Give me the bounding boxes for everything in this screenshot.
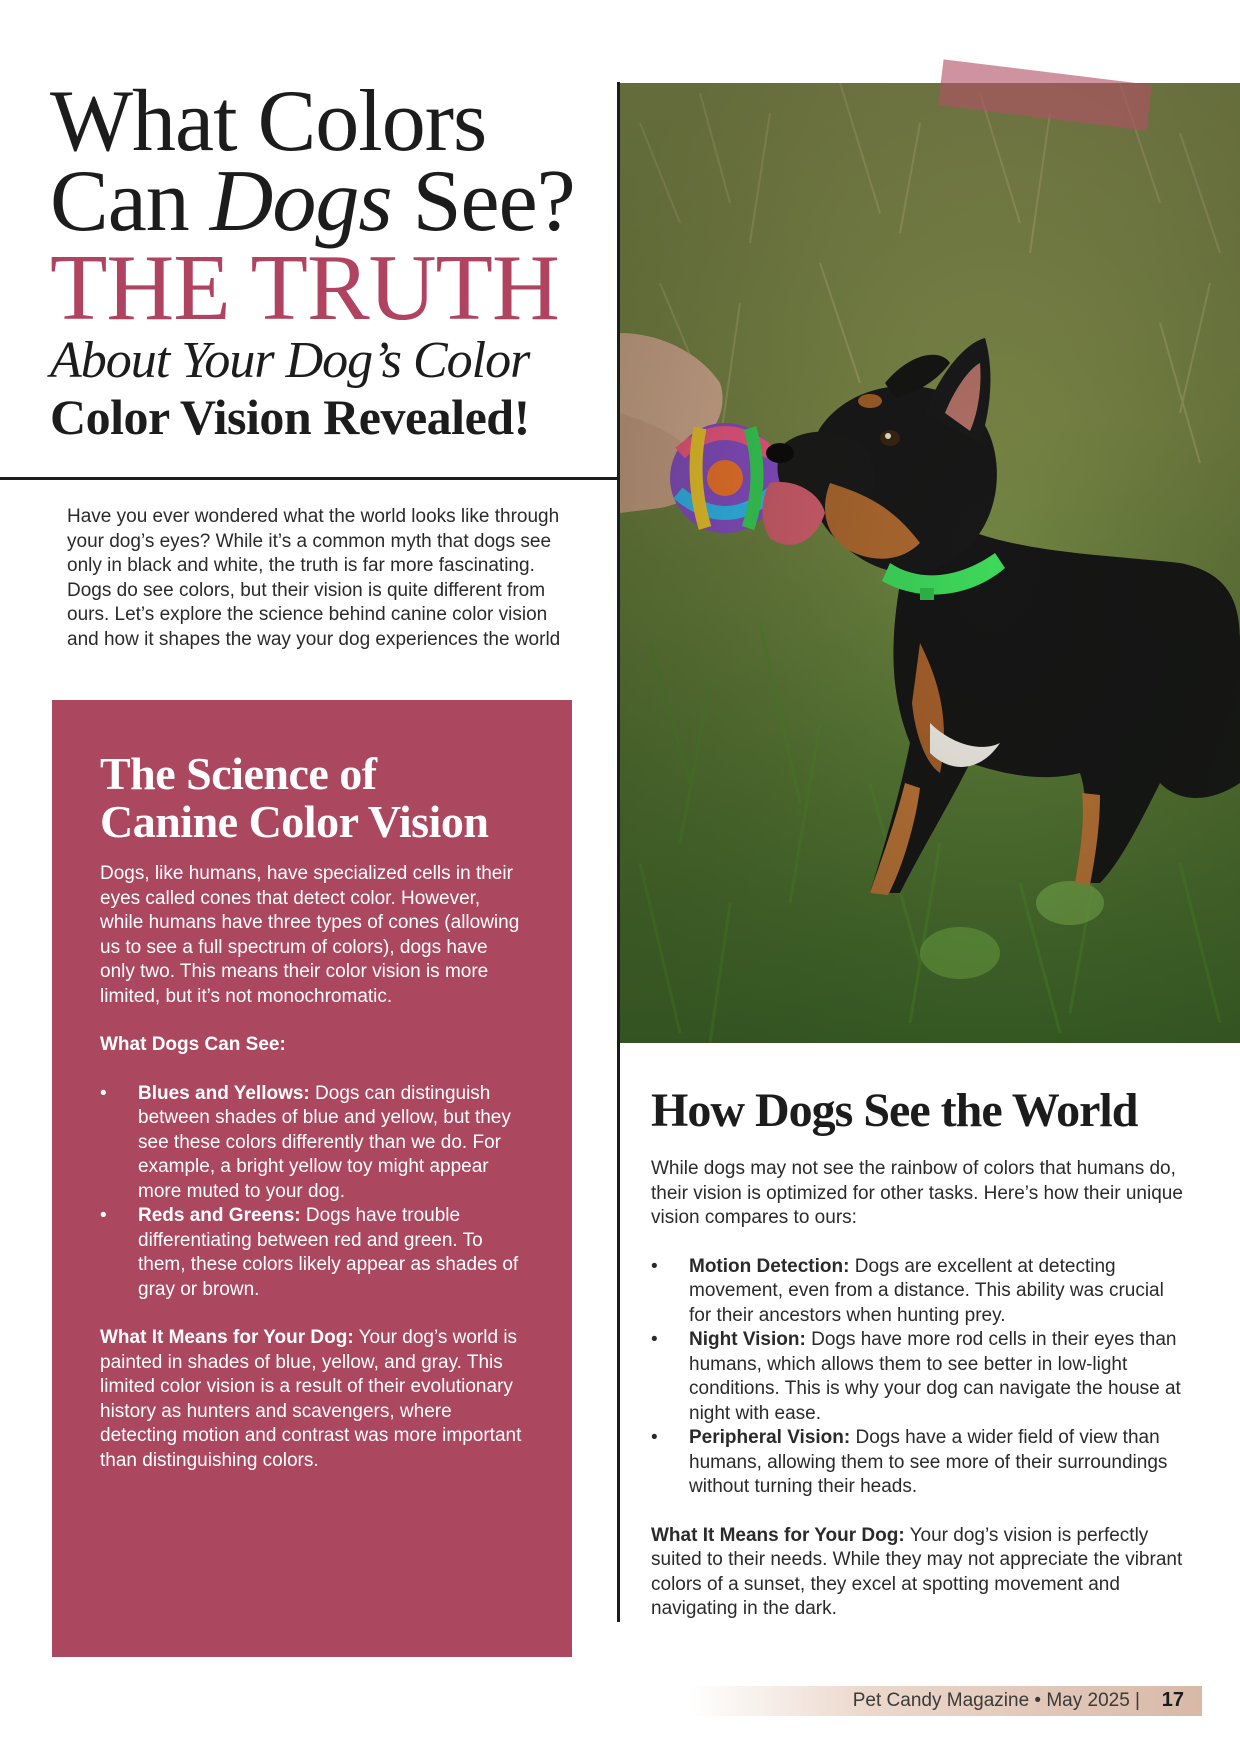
headline-revealed: Color Vision Revealed!	[50, 389, 530, 445]
dog-playing-with-ball-photo	[620, 83, 1240, 1043]
headline	[50, 73, 610, 446]
how-heading: How Dogs See the World	[651, 1084, 1138, 1137]
headline-line-2-italic: Dogs	[209, 153, 392, 250]
headline-line-2-post: See?	[391, 153, 575, 250]
bullet-label: Peripheral Vision:	[689, 1427, 851, 1448]
bullet-text: Dogs are excellent at detecting movement, even from a distance. This ability was crucial for their ancestors when hunting prey.	[689, 1255, 1164, 1326]
bullet-icon: •	[100, 1082, 107, 1104]
science-subheading: What Dogs Can See:	[100, 1034, 286, 1055]
bullet-icon: •	[651, 1255, 658, 1277]
bullet-icon: •	[651, 1329, 658, 1350]
headline-line-2-pre: Can	[50, 153, 210, 250]
page-number: 17	[1161, 1689, 1184, 1711]
bullet-icon: •	[100, 1205, 107, 1226]
list-item	[100, 1082, 522, 1205]
means-label: What It Means for Your Dog:	[651, 1524, 905, 1546]
science-heading-line-1: The Science of	[100, 748, 377, 799]
bullet-text: Dogs have trouble differentiating between red and green. To them, these colors likely appear as shades of gray or brown.	[138, 1205, 519, 1300]
list-item	[651, 1426, 1191, 1500]
bullet-label: Reds and Greens:	[138, 1205, 301, 1226]
bullet-label: Night Vision:	[689, 1329, 806, 1350]
headline-line-1: What Colors	[50, 73, 487, 170]
headline-divider	[0, 477, 620, 480]
bullet-label: Blues and Yellows:	[138, 1082, 310, 1104]
science-means-paragraph	[100, 1326, 522, 1473]
bullet-text: Dogs can distinguish between shades of blue and yellow, but they see these colors differently than we do. For example, a bright yellow toy might appear more muted to your dog.	[138, 1082, 511, 1202]
headline-the-truth: THE TRUTH	[50, 236, 559, 340]
intro-paragraph: Have you ever wondered what the world looks like through your dog’s eyes? While it’s a common myth that dogs see only in black and white, the truth is far more fascinating. Dogs do see colors, but their vision is quite different from ours. Let’s explore the science behind canine color vision and how it shapes the way your dog experiences the world	[67, 506, 561, 650]
bullet-label: Motion Detection:	[689, 1255, 850, 1277]
headline-about: About Your Dog’s Color	[50, 332, 530, 389]
page-footer	[690, 1686, 1202, 1716]
bullet-text: Dogs have a wider field of view than humans, allowing them to see more of their surroundings without turning their heads.	[689, 1427, 1168, 1497]
science-intro: Dogs, like humans, have specialized cells in their eyes called cones that detect color. However, while humans have three types of cones (allowing us to see a full spectrum of colors), dogs have only two. This means their color vision is more limited, but it’s not monochromatic.	[100, 863, 520, 1007]
how-bullet-list	[651, 1255, 1191, 1500]
science-heading-line-2: Canine Color Vision	[100, 796, 489, 847]
list-item	[100, 1204, 522, 1302]
means-label: What It Means for Your Dog:	[100, 1327, 354, 1348]
headline-line-2	[50, 153, 610, 250]
list-item	[651, 1255, 1191, 1329]
science-sidebar	[52, 700, 572, 1657]
means-text: Your dog’s vision is perfectly suited to their needs. While they may not appreciate the vibrant colors of a sunset, they excel at spotting movement and navigating in the dark.	[651, 1524, 1183, 1619]
science-bullet-list	[100, 1082, 522, 1303]
bullet-text: Dogs have more rod cells in their eyes than humans, which allows them to see better in low-light conditions. This is why your dog can navigate the house at night with ease.	[689, 1329, 1181, 1424]
means-text: Your dog’s world is painted in shades of blue, yellow, and gray. This limited color vision is a result of their evolutionary history as hunters and scavengers, where detecting motion and contrast was more important than distinguishing colors.	[100, 1327, 522, 1471]
bullet-icon: •	[651, 1427, 658, 1448]
how-dogs-see-section	[651, 1085, 1191, 1622]
how-intro: While dogs may not see the rainbow of colors that humans do, their vision is optimized for other tasks. Here’s how their unique vision compares to ours:	[651, 1158, 1183, 1228]
list-item	[651, 1328, 1191, 1426]
science-heading	[100, 750, 522, 846]
how-means-paragraph	[651, 1524, 1191, 1622]
footer-magazine-info: Pet Candy Magazine • May 2025 |	[852, 1690, 1140, 1711]
